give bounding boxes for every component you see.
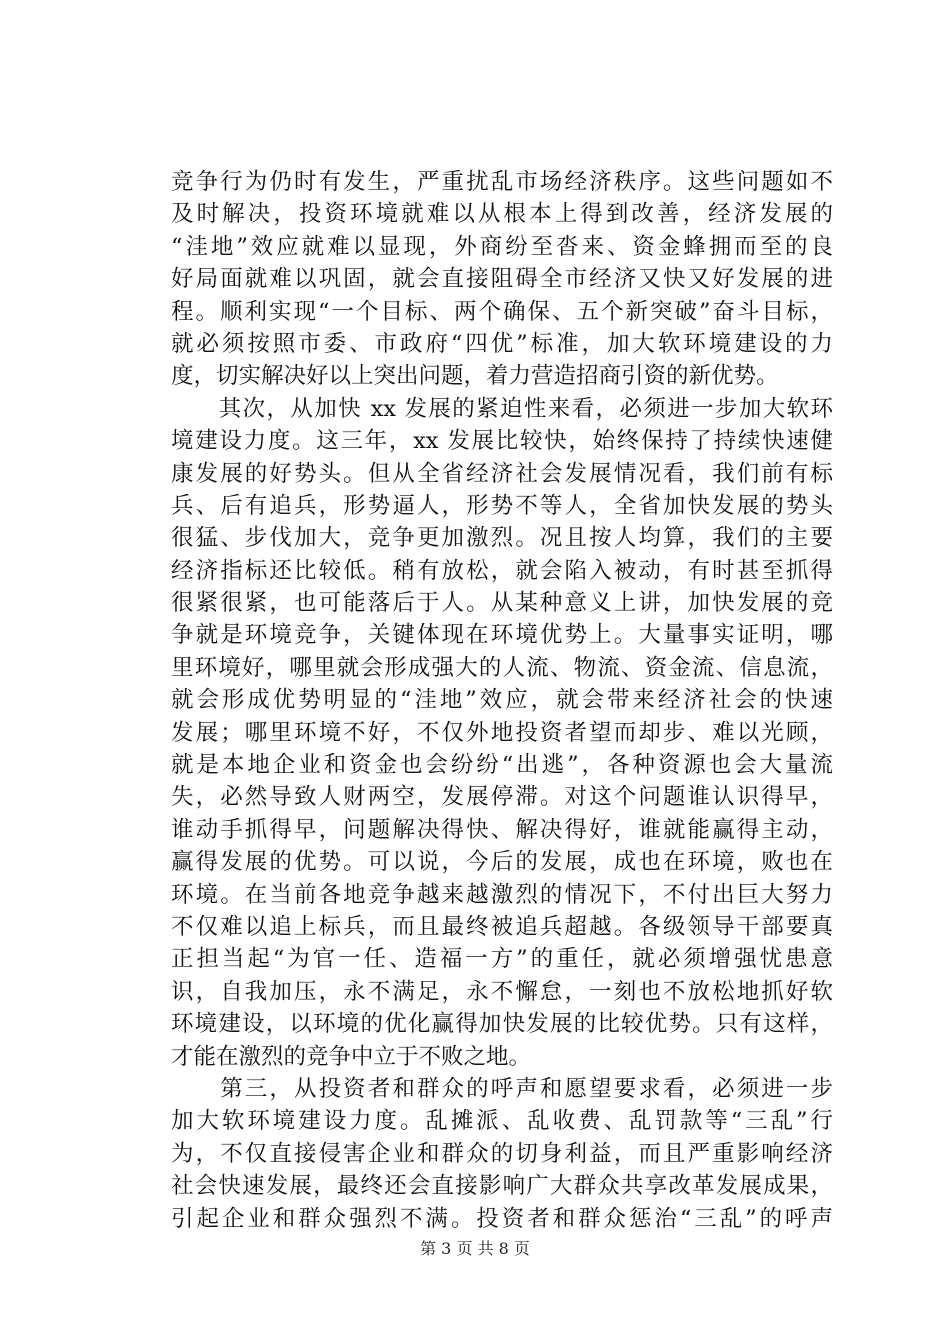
text-line: 境建设力度。这三年，xx 发展比较快，始终保持了持续快速健 [171, 428, 833, 455]
page-footer [0, 1238, 950, 1260]
text-line: 识，自我加压，永不满足，永不懈怠，一刻也不放松地抓好软 [171, 978, 833, 1005]
text-line: 社会快速发展，最终还会直接影响广大群众共享改革发展成果， [171, 1173, 833, 1200]
text-line: 才能在激烈的竞争中立于不败之地。 [171, 1043, 532, 1070]
text-line: 引起企业和群众强烈不满。投资者和群众惩治“三乱”的呼声 [171, 1205, 833, 1232]
text-line: 环境建设，以环境的优化赢得加快发展的比较优势。只有这样， [171, 1011, 833, 1038]
text-line: 第三，从投资者和群众的呼声和愿望要求看，必须进一步 [171, 1075, 833, 1102]
text-line: 谁动手抓得早，问题解决得快、解决得好，谁就能赢得主动， [171, 816, 833, 843]
text-line: 程。顺利实现“一个目标、两个确保、五个新突破”奋斗目标， [171, 298, 833, 325]
text-line: 经济指标还比较低。稍有放松，就会陷入被动，有时甚至抓得 [171, 557, 833, 584]
text-line: 很紧很紧，也可能落后于人。从某种意义上讲，加快发展的竞 [171, 590, 833, 617]
text-line: 为，不仅直接侵害企业和群众的切身利益，而且严重影响经济 [171, 1140, 833, 1167]
document-body [171, 166, 833, 1235]
text-line: 争就是环境竞争，关键体现在环境优势上。大量事实证明，哪 [171, 622, 833, 649]
text-line: 度，切实解决好以上突出问题，着力营造招商引资的新优势。 [171, 363, 779, 390]
text-line: 康发展的好势头。但从全省经济社会发展情况看，我们前有标 [171, 460, 833, 487]
text-line: 其次，从加快 xx 发展的紧迫性来看，必须进一步加大软环 [171, 395, 833, 422]
text-line: 竞争行为仍时有发生，严重扰乱市场经济秩序。这些问题如不 [171, 169, 833, 195]
text-line: 不仅难以追上标兵，而且最终被追兵超越。各级领导干部要真 [171, 913, 833, 940]
text-line: 就必须按照市委、市政府“四优”标准，加大软环境建设的力 [171, 330, 833, 357]
text-line: 里环境好，哪里就会形成强大的人流、物流、资金流、信息流， [171, 654, 833, 681]
text-line: 加大软环境建设力度。乱摊派、乱收费、乱罚款等“三乱”行 [171, 1108, 833, 1135]
text-line: 失，必然导致人财两空，发展停滞。对这个问题谁认识得早， [171, 784, 833, 811]
text-line: 好局面就难以巩固，就会直接阻碍全市经济又快又好发展的进 [171, 266, 833, 293]
text-line: 环境。在当前各地竞争越来越激烈的情况下，不付出巨大努力 [171, 881, 833, 908]
text-line: 很猛、步伐加大，竞争更加激烈。况且按人均算，我们的主要 [171, 525, 833, 552]
text-line: 就是本地企业和资金也会纷纷“出逃”，各种资源也会大量流 [171, 752, 833, 779]
text-line: 就会形成优势明显的“洼地”效应，就会带来经济社会的快速 [171, 687, 833, 714]
text-line: 及时解决，投资环境就难以从根本上得到改善，经济发展的 [171, 201, 833, 228]
text-line: “洼地”效应就难以显现，外商纷至沓来、资金蜂拥而至的良 [171, 233, 833, 260]
text-line: 赢得发展的优势。可以说，今后的发展，成也在环境，败也在 [171, 849, 833, 876]
text-line: 正担当起“为官一任、造福一方”的重任，就必须增强忧患意 [171, 946, 833, 973]
text-line: 发展；哪里环境不好，不仅外地投资者望而却步、难以光顾， [171, 719, 833, 746]
text-line: 兵、后有追兵，形势逼人，形势不等人，全省加快发展的势头 [171, 492, 833, 519]
page-number-label: 第 3 页 共 8 页 [420, 1239, 530, 1258]
